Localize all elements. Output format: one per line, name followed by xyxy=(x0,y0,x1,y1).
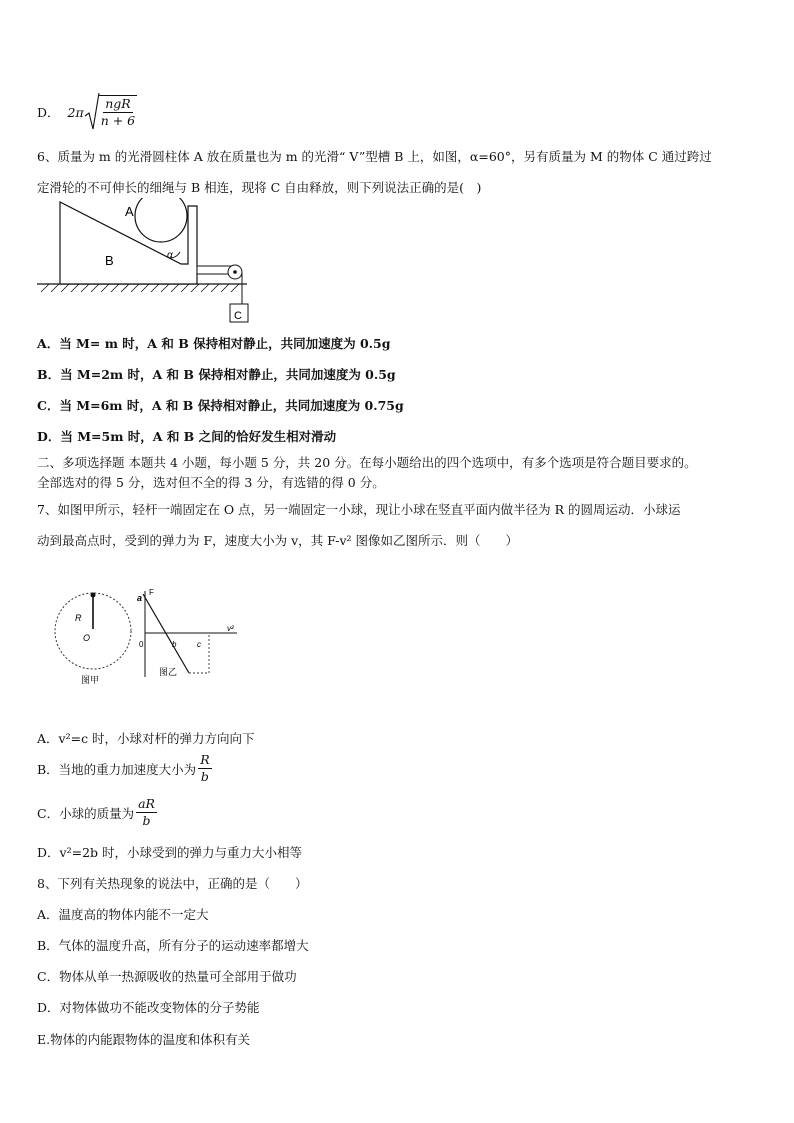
q7-option-a: A．v²=c 时，小球对杆的弹力方向向下 xyxy=(37,731,255,746)
q5-numerator: ngR xyxy=(105,96,131,111)
section2-heading: 二、多项选择题 本题共 4 小题，每小题 5 分，共 20 分。在每小题给出的四个选项中，有多个选项是符合题目要求的。 xyxy=(37,455,697,470)
q6-option-a: A．当 M= m 时，A 和 B 保持相对静止，共同加速度为 0.5g xyxy=(37,336,391,351)
fig-yi-a: a xyxy=(137,593,143,603)
fig-yi-origin: 0 xyxy=(139,640,144,649)
label-b: B xyxy=(105,253,114,268)
fig-yi-b: b xyxy=(172,640,177,649)
q7-option-b-fraction xyxy=(198,752,211,785)
radical-sign xyxy=(84,92,100,132)
q5-coefficient: 2π xyxy=(67,104,84,120)
q5-denominator: n + 6 xyxy=(100,113,136,128)
q8-option-a: A．温度高的物体内能不一定大 xyxy=(37,907,209,922)
q7-option-c-fraction xyxy=(136,796,157,829)
fig-jia-o: O xyxy=(83,633,91,643)
fig-yi-v2: v² xyxy=(227,624,234,633)
label-c: C xyxy=(234,310,242,322)
fig-yi-f: F xyxy=(149,588,154,597)
q5-option-d xyxy=(37,92,137,132)
q7-stem-line2: 动到最高点时，受到的弹力为 F，速度大小为 v，其 F-v² 图像如乙图所示．则（ ） xyxy=(37,533,519,548)
q6-stem-line2: 定滑轮的不可伸长的细绳与 B 相连，现将 C 自由释放，则下列说法正确的是( ) xyxy=(37,180,482,195)
fig-yi-caption: 图乙 xyxy=(159,667,178,677)
q7-option-c-text: C．小球的质量为 xyxy=(37,805,135,821)
q5-option-d-label: D． xyxy=(37,105,60,120)
q7-option-b-num: R xyxy=(200,752,210,767)
q8-option-c: C．物体从单一热源吸收的热量可全部用于做功 xyxy=(37,969,297,984)
q8-option-e: E.物体的内能跟物体的温度和体积有关 xyxy=(37,1032,251,1047)
q7-option-d: D．v²=2b 时，小球受到的弹力与重力大小相等 xyxy=(37,845,302,860)
fig-yi-c: c xyxy=(197,640,201,649)
q7-option-c-num: aR xyxy=(138,796,155,811)
q8-option-d: D．对物体做功不能改变物体的分子势能 xyxy=(37,1000,260,1015)
q6-option-d: D．当 M=5m 时，A 和 B 之间的恰好发生相对滑动 xyxy=(37,429,337,444)
q8-stem: 8、下列有关热现象的说法中，正确的是（ ） xyxy=(37,876,308,891)
q7-stem-line1: 7、如图甲所示，轻杆一端固定在 O 点，另一端固定一小球，现让小球在竖直平面内做半径为 R 的圆周运动．小球运 xyxy=(37,502,681,517)
q6-option-c: C．当 M=6m 时，A 和 B 保持相对静止，共同加速度为 0.75g xyxy=(37,398,404,413)
q7-option-c xyxy=(37,796,157,829)
q7-option-c-den: b xyxy=(142,813,151,828)
label-a: A xyxy=(125,204,134,219)
fig-jia-r: R xyxy=(75,613,82,623)
section2-heading-line2: 全部选对的得 5 分，选对但不全的得 3 分，有选错的得 0 分。 xyxy=(37,475,385,490)
cylinder-a xyxy=(135,198,187,242)
q6-figure xyxy=(37,198,257,326)
q7-figures xyxy=(37,585,247,685)
q6-option-b: B．当 M=2m 时，A 和 B 保持相对静止，共同加速度为 0.5g xyxy=(37,367,396,382)
q8-option-b: B．气体的温度升高，所有分子的运动速率都增大 xyxy=(37,938,309,953)
q6-stem-line1: 6、质量为 m 的光滑圆柱体 A 放在质量也为 m 的光滑“ V”型槽 B 上，如图，α=60°，另有质量为 M 的物体 C 通过跨过 xyxy=(37,149,712,164)
fig-jia-caption: 图甲 xyxy=(81,675,100,685)
q7-option-b xyxy=(37,752,212,785)
label-alpha: α xyxy=(167,250,173,261)
q7-option-b-den: b xyxy=(200,769,209,784)
q5-fraction xyxy=(99,95,137,129)
q7-option-b-text: B．当地的重力加速度大小为 xyxy=(37,761,197,777)
